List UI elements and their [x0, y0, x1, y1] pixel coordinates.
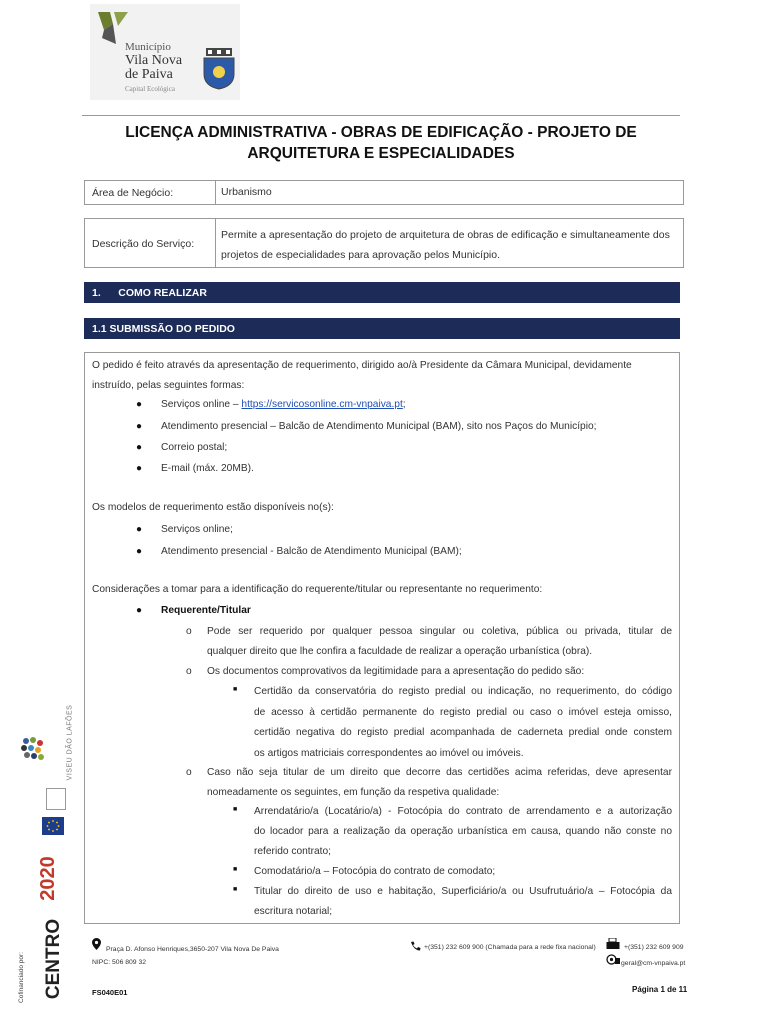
business-area-box [84, 180, 684, 205]
centro-logo [40, 912, 66, 1000]
location-pin-icon [92, 938, 101, 950]
service-description-label: Descrição do Serviço: [92, 238, 195, 250]
o3-line1: Caso não seja titular de um direito que decorre das certidões acima referidas, deve apresentar [207, 767, 672, 778]
cluster-logo [18, 735, 46, 763]
sq2-line1: Arrendatário/a (Locatário/a) - Fotocópia do contrato de arrendamento e a autorização [254, 806, 672, 817]
centro-text: CENTRO [43, 918, 65, 1000]
service-description-value [221, 225, 670, 265]
form-presencial: Atendimento presencial – Balcão de Atendimento Municipal (BAM), sito nos Paços do Município; [161, 421, 597, 432]
form-online [161, 395, 406, 415]
sq2-paragraph [254, 802, 672, 862]
bullet-icon: ● [136, 546, 143, 557]
o1-line1: Pode ser requerido por qualquer pessoa singular ou coletiva, pública ou privada, titular de [207, 626, 672, 637]
dots-logo-icon [18, 735, 46, 763]
model-item-2: Atendimento presencial - Balcão de Atendimento Municipal (BAM); [161, 546, 462, 557]
square-bullet-icon: ■ [233, 686, 238, 693]
coat-of-arms-icon [200, 48, 238, 90]
document-code: FS040E01 [92, 988, 128, 997]
bullet-icon: ● [136, 421, 143, 432]
form-online-prefix: Serviços online – [161, 399, 242, 410]
viseu-logo-text: VISEU DÃO LAFÕES [66, 704, 74, 781]
logo-line1: Município [125, 41, 171, 53]
logo-line4: Capital Ecológica [125, 85, 175, 93]
logo-text [125, 40, 182, 96]
footer-nipc: NIPC: 506 809 32 [92, 959, 147, 966]
title-line2: ARQUITETURA E ESPECIALIDADES [247, 145, 515, 162]
circle-bullet-icon: o [186, 666, 192, 677]
header-divider [82, 115, 680, 116]
form-correio: Correio postal; [161, 442, 228, 453]
program-logo-box [46, 788, 66, 810]
footer-fax: +(351) 232 609 909 [624, 944, 684, 951]
form-email: E-mail (máx. 20MB). [161, 463, 254, 474]
models-intro: Os modelos de requerimento estão disponíveis no(s): [92, 502, 334, 513]
sq1-line2: de acesso à certidão permanente do registo predial ou caso o imóvel esteja omisso, [254, 706, 672, 718]
section-1-1-heading: 1.1 SUBMISSÃO DO PEDIDO [84, 318, 680, 339]
bullet-icon: ● [136, 399, 143, 410]
sq1-line4: os artigos matriciais correspondentes ao imóvel ou imóveis. [254, 747, 524, 759]
bullet-icon: ● [136, 442, 143, 453]
sq4-line2: escritura notarial; [254, 906, 333, 917]
square-bullet-icon: ■ [233, 886, 238, 893]
sq2-line3: referido contrato; [254, 846, 332, 857]
o1-line2: qualquer direito que lhe confira a faculdade de realizar a operação urbanística (obra). [207, 646, 593, 657]
o3-line2: nomeadamente os seguintes, em função da respetiva qualidade: [207, 787, 500, 798]
intro-line2: instruído, pelas seguintes formas: [92, 380, 245, 391]
sq1-line3: certidão negativa do registo predial acompanhada de caderneta predial onde constem [254, 727, 672, 738]
section-1-heading: 1. COMO REALIZAR [84, 282, 680, 303]
fax-icon [606, 938, 620, 950]
sq2-line2: do locador para a realização da operação urbanística em causa, quando não conste no [254, 826, 672, 837]
intro-paragraph [92, 356, 674, 396]
cofinanciado-text: Cofinanciado por: [17, 952, 25, 1003]
business-area-divider [215, 180, 216, 205]
eu-flag-icon [42, 817, 64, 835]
circle-bullet-icon: o [186, 626, 192, 637]
requerente-heading: Requerente/Titular [161, 605, 251, 616]
viseu-logo [50, 704, 74, 785]
phone-icon [410, 941, 421, 951]
sq4-line1: Titular do direito de uso e habitação, Superficiário/a ou Usufrutuário/a – Fotocópia da [254, 886, 672, 897]
footer-email: geral@cm-vnpaiva.pt [621, 960, 686, 967]
eu-stars-icon [42, 817, 64, 835]
bullet-icon: ● [136, 605, 143, 616]
service-description-divider [215, 218, 216, 268]
logo-line2: Vila Nova [125, 53, 183, 68]
portugal-2020-logo [36, 853, 66, 905]
square-bullet-icon: ■ [233, 866, 238, 873]
services-online-link[interactable]: https://servicosonline.cm-vnpaiva.pt [241, 399, 403, 410]
bullet-icon: ● [136, 463, 143, 474]
footer-phone: +(351) 232 609 900 (Chamada para a rede fixa nacional) [424, 944, 596, 951]
page-title [82, 122, 680, 164]
bullet-icon: ● [136, 524, 143, 535]
considerations-intro: Considerações a tomar para a identificação do requerente/titular ou representante no requerimento: [92, 584, 543, 595]
square-bullet-icon: ■ [233, 806, 238, 813]
sq3-line1: Comodatário/a – Fotocópia do contrato de comodato; [254, 866, 496, 877]
service-description-line2: projetos de especialidades para aprovação pelos Município. [221, 249, 501, 261]
logo-line3: de Paiva [125, 67, 173, 82]
p2020-text: 2020 [36, 856, 59, 901]
circle-bullet-icon: o [186, 767, 192, 778]
form-online-suffix: ; [402, 399, 406, 410]
o2-line1: Os documentos comprovativos da legitimidade para a apresentação do pedido são: [207, 666, 585, 677]
service-description-line1: Permite a apresentação do projeto de arquitetura de obras de edificação e simultaneamente dos [221, 229, 670, 241]
title-line1: LICENÇA ADMINISTRATIVA - OBRAS DE EDIFICAÇÃO - PROJETO DE [125, 124, 637, 141]
sq1-line1: Certidão da conservatória do registo predial ou indicação, no requerimento, do código [254, 686, 672, 697]
intro-line1: O pedido é feito através da apresentação de requerimento, dirigido ao/à Presidente da Câmara Municipal, devidamente [92, 360, 632, 371]
sq1-paragraph [254, 682, 672, 764]
cofinanciado-label [18, 950, 32, 1010]
footer-address: Praça D. Afonso Henriques,3650-207 Vila Nova De Paiva [106, 946, 279, 953]
page-number: Página 1 de 11 [632, 985, 688, 994]
program-logo [40, 788, 70, 818]
sq4-paragraph [254, 882, 672, 922]
email-icon [606, 954, 620, 965]
model-item-1: Serviços online; [161, 524, 233, 535]
business-area-label: Área de Negócio: [92, 187, 174, 199]
business-area-value: Urbanismo [221, 186, 272, 198]
